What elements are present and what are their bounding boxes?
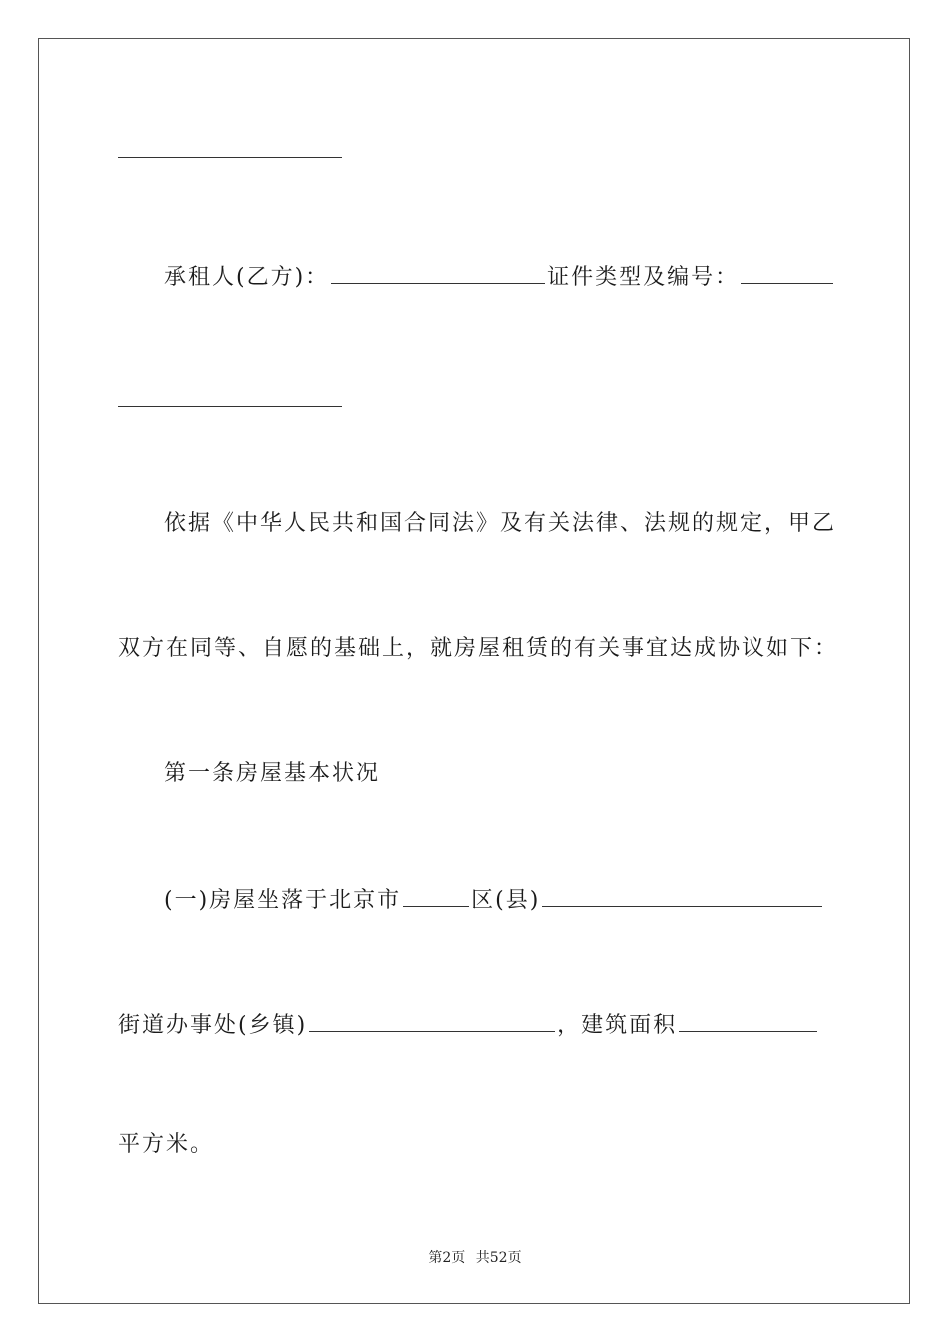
- lessee-name-blank[interactable]: [331, 261, 545, 284]
- lessee-label: 承租人(乙方)：: [164, 265, 330, 290]
- total-pages: 共52页: [475, 1250, 522, 1266]
- id-number-blank[interactable]: [741, 261, 833, 284]
- paragraph-line-2: 双方在同等、自愿的基础上，就房屋租赁的有关事宜达成协议如下：: [118, 636, 839, 661]
- district-blank[interactable]: [403, 884, 469, 907]
- blank-rule-top: [118, 157, 342, 158]
- page-footer: [0, 1247, 950, 1267]
- street-blank[interactable]: [309, 1009, 555, 1032]
- street-prefix: 街道办事处(乡镇): [118, 1013, 308, 1038]
- location-prefix: (一)房屋坐落于北京市: [164, 888, 402, 913]
- area-blank[interactable]: [679, 1009, 817, 1032]
- lessee-line: [164, 261, 835, 293]
- location-line: [164, 884, 824, 916]
- area-label: ，建筑面积: [557, 1013, 678, 1038]
- paragraph-line-1: 依据《中华人民共和国合同法》及有关法律、法规的规定，甲乙: [164, 511, 837, 536]
- article-1-heading: 第一条房屋基本状况: [164, 761, 381, 786]
- blank-rule-second: [118, 406, 342, 407]
- page-border: [38, 38, 910, 1304]
- page-number: 第2页: [428, 1250, 466, 1266]
- unit-line: 平方米。: [118, 1132, 215, 1157]
- district-label: 区(县): [471, 888, 541, 913]
- county-blank[interactable]: [542, 884, 822, 907]
- id-type-label: 证件类型及编号：: [547, 265, 740, 290]
- street-line: [118, 1009, 819, 1041]
